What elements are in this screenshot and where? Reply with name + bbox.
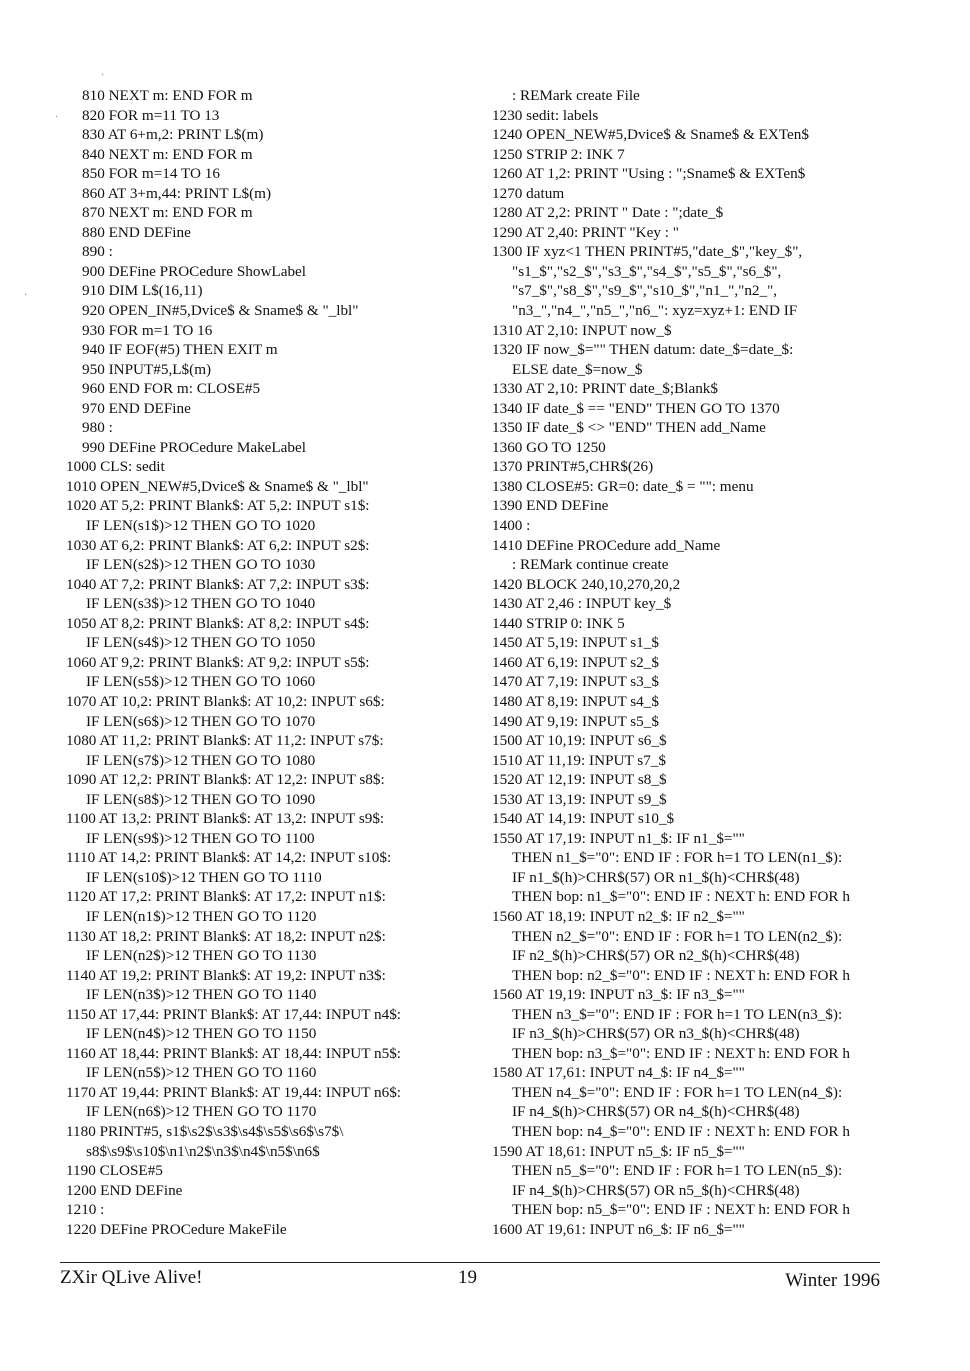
code-line: 1390 END DEFine [492,497,609,515]
code-line: IF LEN(s1$)>12 THEN GO TO 1020 [86,517,316,535]
code-line: 1290 AT 2,40: PRINT "Key : " [492,223,679,241]
code-line: 990 DEFine PROCedure MakeLabel [82,438,306,456]
code-line: 1220 DEFine PROCedure MakeFile [66,1220,287,1238]
code-line: 1140 AT 19,2: PRINT Blank$: AT 19,2: INPUT n3$: [66,966,386,984]
code-line: 1030 AT 6,2: PRINT Blank$: AT 6,2: INPUT s2$: [66,536,370,554]
footer-magazine-title: ZXir QLive Alive! [60,1267,203,1288]
code-line: 880 END DEFine [82,223,191,241]
code-line: 1200 END DEFine [66,1181,183,1199]
code-line: IF LEN(s6$)>12 THEN GO TO 1070 [86,712,316,730]
code-line: 1020 AT 5,2: PRINT Blank$: AT 5,2: INPUT s1$: [66,497,370,515]
footer-issue-date: Winter 1996 [785,1270,880,1291]
code-column-right [492,86,952,1239]
code-line: THEN bop: n2_$="0": END IF : NEXT h: END FOR h [512,966,850,984]
code-line: 840 NEXT m: END FOR m [82,145,253,163]
code-line: IF n3_$(h)>CHR$(57) OR n3_$(h)<CHR$(48) [512,1025,800,1043]
code-line: 1270 datum [492,184,565,202]
code-line: 1090 AT 12,2: PRINT Blank$: AT 12,2: INPUT s8$: [66,771,385,789]
code-line: "n3_","n4_","n5_","n6_": xyz=xyz+1: END IF [512,302,798,320]
code-line: 1330 AT 2,10: PRINT date_$;Blank$ [492,380,718,398]
code-line: "s1_$","s2_$","s3_$","s4_$","s5_$","s6_$", [512,262,782,280]
code-line: THEN n5_$="0": END IF : FOR h=1 TO LEN(n5_$): [512,1162,843,1180]
code-line: 970 END DEFine [82,399,191,417]
code-line: IF LEN(n6$)>12 THEN GO TO 1170 [86,1103,317,1121]
code-line: 1530 AT 13,19: INPUT s9_$ [492,790,667,808]
code-line: THEN n2_$="0": END IF : FOR h=1 TO LEN(n2_$): [512,927,843,945]
code-line: 920 OPEN_IN#5,Dvice$ & Sname$ & "_lbl" [82,302,359,320]
code-line: 1320 IF now_$="" THEN datum: date_$=date_$: [492,341,794,359]
code-line: THEN bop: n5_$="0": END IF : NEXT h: END FOR h [512,1201,850,1219]
code-line: 1480 AT 8,19: INPUT s4_$ [492,692,659,710]
code-line: 1210 : [66,1201,105,1219]
code-line: "s7_$","s8_$","s9_$","s10_$","n1_","n2_", [512,282,778,300]
footer-page-number: 19 [458,1267,477,1288]
code-line: 1450 AT 5,19: INPUT s1_$ [492,634,659,652]
code-line: 890 : [82,243,113,261]
page-footer [60,1262,880,1302]
code-line: 1040 AT 7,2: PRINT Blank$: AT 7,2: INPUT s3$: [66,575,370,593]
code-line: 960 END FOR m: CLOSE#5 [82,380,261,398]
code-line: IF n4_$(h)>CHR$(57) OR n4_$(h)<CHR$(48) [512,1103,800,1121]
code-line: 1350 IF date_$ <> "END" THEN add_Name [492,419,766,437]
code-line: THEN bop: n3_$="0": END IF : NEXT h: END FOR h [512,1044,850,1062]
code-line: IF LEN(s4$)>12 THEN GO TO 1050 [86,634,316,652]
code-line: 1180 PRINT#5, s1$\s2$\s3$\s4$\s5$\s6$\s7$\ [66,1122,344,1140]
code-line: 1230 sedit: labels [492,106,599,124]
code-column-left [66,86,466,1239]
code-line: IF LEN(n4$)>12 THEN GO TO 1150 [86,1025,317,1043]
code-line: 1360 GO TO 1250 [492,438,606,456]
code-line: IF LEN(s9$)>12 THEN GO TO 1100 [86,829,315,847]
code-line: 1110 AT 14,2: PRINT Blank$: AT 14,2: INPUT s10$: [66,849,392,867]
code-line: 1560 AT 18,19: INPUT n2_$: IF n2_$="" [492,907,745,925]
code-line: 1120 AT 17,2: PRINT Blank$: AT 17,2: INPUT n1$: [66,888,386,906]
code-line: 1050 AT 8,2: PRINT Blank$: AT 8,2: INPUT s4$: [66,614,370,632]
code-line: THEN n4_$="0": END IF : FOR h=1 TO LEN(n4_$): [512,1083,843,1101]
code-line: 1280 AT 2,2: PRINT " Date : ";date_$ [492,204,724,222]
code-line: IF n1_$(h)>CHR$(57) OR n1_$(h)<CHR$(48) [512,868,800,886]
code-line: 1340 IF date_$ == "END" THEN GO TO 1370 [492,399,780,417]
code-line: 910 DIM L$(16,11) [82,282,203,300]
code-line: 1000 CLS: sedit [66,458,165,476]
code-line: IF LEN(n5$)>12 THEN GO TO 1160 [86,1064,317,1082]
code-line: 1240 OPEN_NEW#5,Dvice$ & Sname$ & EXTen$ [492,126,809,144]
code-line: 850 FOR m=14 TO 16 [82,165,220,183]
code-line: 1300 IF xyz<1 THEN PRINT#5,"date_$","key_$", [492,243,803,261]
code-line: 830 AT 6+m,2: PRINT L$(m) [82,126,264,144]
code-line: 860 AT 3+m,44: PRINT L$(m) [82,184,271,202]
code-line: THEN n3_$="0": END IF : FOR h=1 TO LEN(n3_$): [512,1005,843,1023]
code-line: 870 NEXT m: END FOR m [82,204,253,222]
code-line: THEN bop: n4_$="0": END IF : NEXT h: END FOR h [512,1122,850,1140]
code-line: 1130 AT 18,2: PRINT Blank$: AT 18,2: INPUT n2$: [66,927,386,945]
scan-speck: · [101,70,105,81]
code-line: 1150 AT 17,44: PRINT Blank$: AT 17,44: INPUT n4$: [66,1005,402,1023]
code-line: 1430 AT 2,46 : INPUT key_$ [492,595,672,613]
code-line: IF LEN(s5$)>12 THEN GO TO 1060 [86,673,316,691]
code-line: IF n4_$(h)>CHR$(57) OR n5_$(h)<CHR$(48) [512,1181,800,1199]
code-line: 1370 PRINT#5,CHR$(26) [492,458,654,476]
code-line: IF LEN(s3$)>12 THEN GO TO 1040 [86,595,316,613]
code-line: 1540 AT 14,19: INPUT s10_$ [492,810,675,828]
code-line: IF LEN(n3$)>12 THEN GO TO 1140 [86,986,317,1004]
scan-speck: · [24,290,28,301]
code-line: 1590 AT 18,61: INPUT n5_$: IF n5_$="" [492,1142,745,1160]
code-line: 1500 AT 10,19: INPUT s6_$ [492,732,667,750]
code-line: 1580 AT 17,61: INPUT n4_$: IF n4_$="" [492,1064,745,1082]
code-line: 1250 STRIP 2: INK 7 [492,145,625,163]
code-line: ELSE date_$=now_$ [512,360,643,378]
code-line: 1080 AT 11,2: PRINT Blank$: AT 11,2: INPUT s7$: [66,732,384,750]
code-line: 1190 CLOSE#5 [66,1162,163,1180]
code-line: 980 : [82,419,113,437]
code-line: 900 DEFine PROCedure ShowLabel [82,262,306,280]
code-line: 1310 AT 2,10: INPUT now_$ [492,321,672,339]
code-line: 1160 AT 18,44: PRINT Blank$: AT 18,44: INPUT n5$: [66,1044,402,1062]
code-line: 1060 AT 9,2: PRINT Blank$: AT 9,2: INPUT s5$: [66,653,370,671]
code-line: 1460 AT 6,19: INPUT s2_$ [492,653,659,671]
code-line: 1170 AT 19,44: PRINT Blank$: AT 19,44: INPUT n6$: [66,1083,402,1101]
code-line: IF LEN(n2$)>12 THEN GO TO 1130 [86,947,317,965]
code-line: 1100 AT 13,2: PRINT Blank$: AT 13,2: INPUT s9$: [66,810,385,828]
code-line: IF LEN(s7$)>12 THEN GO TO 1080 [86,751,316,769]
code-line: IF n2_$(h)>CHR$(57) OR n2_$(h)<CHR$(48) [512,947,800,965]
code-line: IF LEN(s8$)>12 THEN GO TO 1090 [86,790,316,808]
code-line: IF LEN(n1$)>12 THEN GO TO 1120 [86,907,317,925]
code-line: 1420 BLOCK 240,10,270,20,2 [492,575,681,593]
footer-rule [60,1262,880,1263]
code-line: 1380 CLOSE#5: GR=0: date_$ = "": menu [492,477,754,495]
code-line: 1010 OPEN_NEW#5,Dvice$ & Sname$ & "_lbl" [66,477,369,495]
code-line: 1410 DEFine PROCedure add_Name [492,536,721,554]
code-line: 1520 AT 12,19: INPUT s8_$ [492,771,667,789]
code-line: IF LEN(s2$)>12 THEN GO TO 1030 [86,556,316,574]
code-line: 1440 STRIP 0: INK 5 [492,614,625,632]
code-line: 1400 : [492,517,531,535]
code-line: THEN bop: n1_$="0": END IF : NEXT h: END FOR h [512,888,850,906]
code-line: 1510 AT 11,19: INPUT s7_$ [492,751,666,769]
code-line: : REMark create File [512,87,640,104]
code-line: THEN n1_$="0": END IF : FOR h=1 TO LEN(n1_$): [512,849,843,867]
code-line: 820 FOR m=11 TO 13 [82,106,220,124]
code-line: 940 IF EOF(#5) THEN EXIT m [82,341,278,359]
code-line: 1600 AT 19,61: INPUT n6_$: IF n6_$="" [492,1220,745,1238]
code-line: 1550 AT 17,19: INPUT n1_$: IF n1_$="" [492,829,745,847]
code-line: 1560 AT 19,19: INPUT n3_$: IF n3_$="" [492,986,745,1004]
code-line: 1260 AT 1,2: PRINT "Using : ";Sname$ & EXTen$ [492,165,806,183]
code-line: s8$\s9$\s10$\n1\n2$\n3$\n4$\n5$\n6$ [86,1142,320,1160]
scan-speck: · [55,112,59,123]
code-line: : REMark continue create [512,556,669,574]
code-line: 1070 AT 10,2: PRINT Blank$: AT 10,2: INPUT s6$: [66,692,385,710]
code-line: 810 NEXT m: END FOR m [82,87,253,104]
code-line: IF LEN(s10$)>12 THEN GO TO 1110 [86,868,322,886]
code-line: 950 INPUT#5,L$(m) [82,360,212,378]
code-line: 1490 AT 9,19: INPUT s5_$ [492,712,659,730]
code-line: 930 FOR m=1 TO 16 [82,321,213,339]
code-line: 1470 AT 7,19: INPUT s3_$ [492,673,659,691]
